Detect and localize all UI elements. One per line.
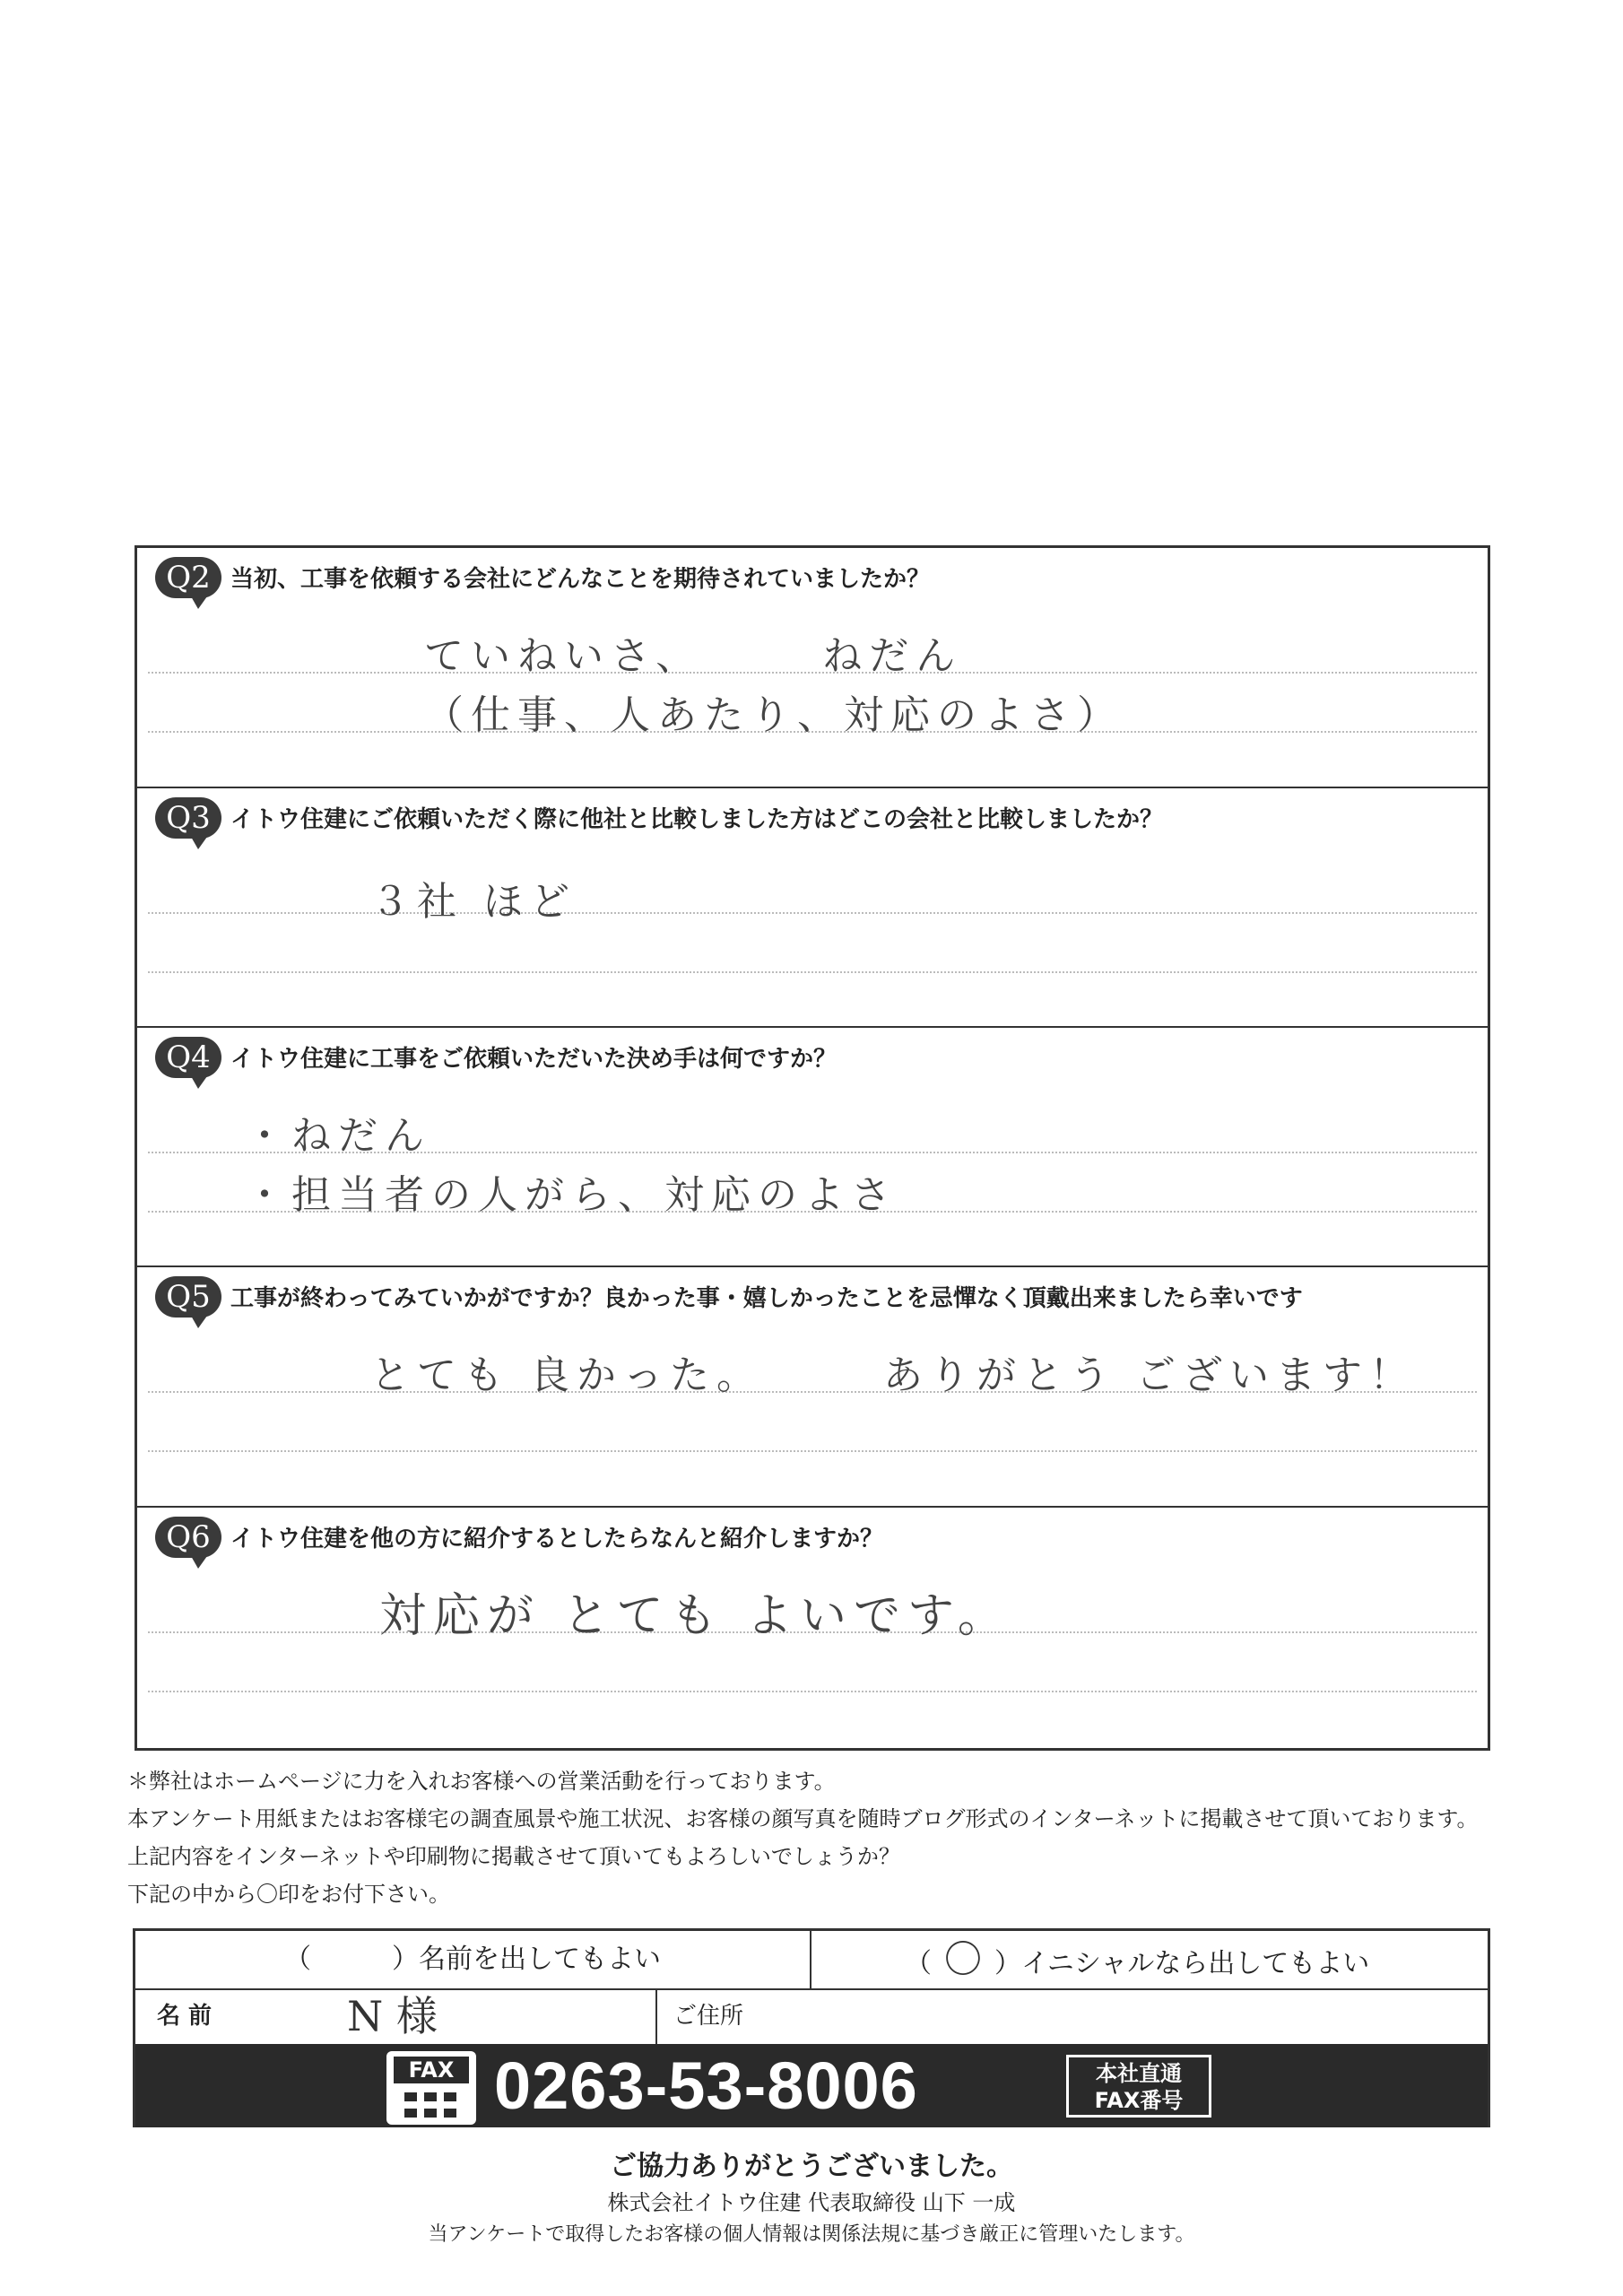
q2-badge: Q2 — [155, 557, 221, 598]
notice-line-1: ＊弊社はホームページに力を入れお客様への営業活動を行っております。 — [127, 1769, 836, 1794]
q3-answer: ３社 ほど — [370, 879, 577, 925]
footer-company: 株式会社イトウ住建 代表取締役 山下 一成 — [607, 2190, 1016, 2215]
option-initial-open: （ — [905, 1948, 932, 1979]
option-full-name[interactable]: （ ）名前を出してもよい — [284, 1944, 661, 1975]
fax-banner — [135, 2044, 1488, 2127]
q4-badge: Q4 — [155, 1037, 221, 1078]
question-block-q3 — [137, 788, 1488, 1028]
q6-badge: Q6 — [155, 1517, 221, 1558]
question-block-q4 — [137, 1028, 1488, 1267]
fax-icon-label: FAX — [394, 2057, 469, 2083]
footer-privacy: 当アンケートで取得したお客様の個人情報は関係法規に基づき厳正に管理いたします。 — [428, 2223, 1195, 2246]
survey-form — [135, 545, 1490, 1751]
notice-line-3: 上記内容をインターネットや印刷物に掲載させて頂いてもよろしいでしょうか？ — [127, 1844, 900, 1869]
option-initial-label: ）イニシャルなら出してもよい — [994, 1948, 1370, 1979]
q3-question: イトウ住建にご依頼いただく際に他社と比較しました方はどこの会社と比較しましたか？ — [230, 806, 1164, 833]
consent-form — [133, 1928, 1490, 2127]
q4-question: イトウ住建に工事をご依頼いただいた決め手は何ですか？ — [230, 1046, 838, 1073]
option-initial[interactable] — [905, 1931, 1369, 1988]
q3-badge: Q3 — [155, 797, 221, 839]
footer-thanks: ご協力ありがとうございました。 — [610, 2151, 1013, 2182]
q2-question: 当初、工事を依頼する会社にどんなことを期待されていましたか？ — [230, 566, 931, 593]
question-block-q6 — [137, 1508, 1488, 1748]
fax-direct-tag — [1066, 2055, 1211, 2118]
q4-answer-line-2: ・担当者の人がら、対応のよさ — [245, 1172, 898, 1218]
option-initial-circle-mark: 〇 — [944, 1937, 983, 1981]
notice-line-2: 本アンケート用紙またはお客様宅の調査風景や施工状況、お客様の顔写真を随時ブログ形式のインターネットに掲載させて頂いております。 — [127, 1806, 1479, 1831]
q2-answer-line-2: （仕事、人あたり、対応のよさ） — [424, 692, 1124, 738]
q5-badge: Q5 — [155, 1276, 221, 1318]
q6-question: イトウ住建を他の方に紹介するとしたらなんと紹介しますか？ — [230, 1526, 884, 1552]
name-label: 名 前 — [157, 2003, 213, 2030]
question-block-q5 — [137, 1267, 1488, 1508]
fax-number: 0263-53-8006 — [494, 2048, 918, 2123]
contact-row — [135, 1988, 1488, 2044]
q5-question: 工事が終わってみていかがですか？良かった事・嬉しかったことを忌憚なく頂戴出来ましたら幸いです — [230, 1285, 1303, 1312]
fax-tag-line-2: FAX番号 — [1094, 2088, 1184, 2113]
address-label: ご住所 — [673, 2003, 744, 2030]
fax-tag-line-1: 本社直通 — [1096, 2061, 1182, 2086]
q5-answer: とても 良かった。 ありがとう ございます！ — [370, 1352, 1416, 1398]
notice-line-4: 下記の中から〇印をお付下さい。 — [127, 1882, 450, 1907]
question-block-q2 — [137, 548, 1488, 788]
consent-options-row — [135, 1931, 1488, 1990]
q6-answer: 対応が とても よいです。 — [379, 1589, 1011, 1643]
name-value[interactable]: N 様 — [347, 1992, 438, 2040]
fax-machine-icon — [386, 2051, 476, 2125]
q2-answer-line-1: ていねいさ、 ねだん — [424, 633, 963, 679]
q4-answer-line-1: ・ねだん — [245, 1113, 431, 1159]
